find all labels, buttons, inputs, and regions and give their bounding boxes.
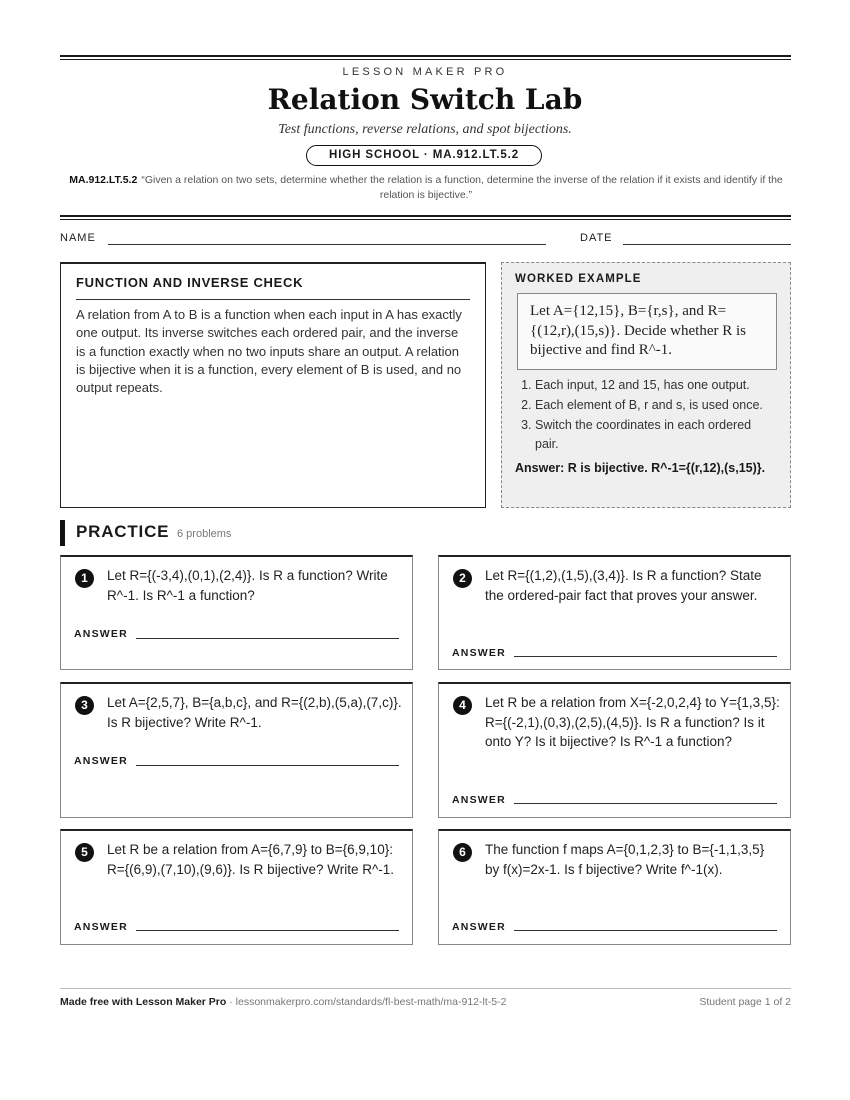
problem-text: Let A={2,5,7}, B={a,b,c}, and R={(2,b),(5,a),(7,c)}. Is R bijective? Write R^-1. — [107, 695, 402, 730]
problem-text: Let R be a relation from A={6,7,9} to B={6,9,10}: R={(6,9),(7,10),(9,6)}. Is R bijective? Write R^-1. — [107, 842, 395, 877]
standard-description — [66, 173, 786, 203]
answer-field[interactable] — [136, 930, 399, 931]
worked-step: 1. Each input, 12 and 15, has one output. — [535, 376, 777, 395]
worked-step: 3. Switch the coordinates in each ordered pair. — [535, 416, 777, 454]
problem-text: Let R={(1,2),(1,5),(3,4)}. Is R a function? State the ordered-pair fact that proves your answer. — [485, 568, 762, 603]
worked-example-answer: Answer: R is bijective. R^-1={(r,12),(s,15)}. — [515, 460, 766, 475]
problem-text: Let R be a relation from X={-2,0,2,4} to Y={1,3,5}: R={(-2,1),(0,3),(2,5),(4,5)}. Is R a function? Is it onto Y? Is it bijective? Is R^-1 a function? — [485, 695, 780, 749]
concept-divider — [76, 299, 470, 300]
page-subtitle: Test functions, reverse relations, and spot bijections. — [278, 122, 572, 137]
concept-heading: FUNCTION AND INVERSE CHECK — [76, 275, 304, 290]
date-label: DATE — [580, 232, 613, 244]
problem-card-3 — [60, 682, 413, 818]
footer-url[interactable]: · lessonmakerpro.com/standards/fl-best-math/ma-912-lt-5-2 — [226, 996, 507, 1008]
answer-label: ANSWER — [452, 647, 506, 659]
section-rule — [60, 215, 791, 217]
problem-number-badge: 3 — [75, 696, 94, 715]
brand-name: LESSON MAKER PRO — [342, 66, 508, 78]
header-rule — [60, 55, 791, 57]
problem-number-badge: 6 — [453, 843, 472, 862]
problem-number-badge: 5 — [75, 843, 94, 862]
practice-accent-bar — [60, 520, 65, 546]
problem-card-5 — [60, 829, 413, 945]
worked-example-box — [501, 262, 791, 508]
section-rule-thin — [60, 219, 791, 220]
worked-step: 2. Each element of B, r and s, is used once. — [535, 396, 777, 415]
concept-box — [60, 262, 486, 508]
answer-label: ANSWER — [74, 921, 128, 933]
standard-text: “Given a relation on two sets, determine whether the relation is a function, determine the inverse of the relation if it exists and identify if the relation is bijective.” — [141, 174, 783, 201]
answer-field[interactable] — [514, 656, 777, 657]
answer-label: ANSWER — [452, 794, 506, 806]
problem-number-badge: 1 — [75, 569, 94, 588]
problem-card-1 — [60, 555, 413, 670]
name-field[interactable] — [108, 244, 546, 245]
problem-card-4 — [438, 682, 791, 818]
worked-example-heading: WORKED EXAMPLE — [515, 273, 642, 285]
practice-heading: PRACTICE — [76, 522, 170, 541]
concept-body: A relation from A to B is a function when each input in A has exactly one output. Its inverse switches each ordered pair, and the inverse is a function exactly when no two inputs share an output. A relation is bijective when it is a function, every element of B is used, and no output repeats. — [76, 307, 462, 396]
problem-text: The function f maps A={0,1,2,3} to B={-1,1,3,5} by f(x)=2x-1. Is f bijective? Write f^-1(x). — [485, 842, 765, 877]
problem-number-badge: 4 — [453, 696, 472, 715]
answer-label: ANSWER — [452, 921, 506, 933]
name-label: NAME — [60, 232, 96, 244]
header-rule-thin — [60, 59, 791, 60]
problem-number-badge: 2 — [453, 569, 472, 588]
answer-label: ANSWER — [74, 755, 128, 767]
footer-credit — [60, 996, 506, 1008]
footer-made-with: Made free with Lesson Maker Pro — [60, 996, 227, 1008]
answer-field[interactable] — [136, 638, 399, 639]
page-title: Relation Switch Lab — [267, 83, 583, 116]
answer-field[interactable] — [136, 765, 399, 766]
date-field[interactable] — [623, 244, 791, 245]
footer-rule — [60, 988, 791, 989]
answer-field[interactable] — [514, 803, 777, 804]
practice-count: 6 problems — [177, 528, 232, 540]
problem-text: Let R={(-3,4),(0,1),(2,4)}. Is R a function? Write R^-1. Is R^-1 a function? — [107, 568, 388, 603]
worked-example-steps — [515, 376, 777, 454]
worked-example-problem: Let A={12,15}, B={r,s}, and R={(12,r),(15,s)}. Decide whether R is bijective and find R^-1. — [517, 293, 777, 370]
page-number: Student page 1 of 2 — [699, 996, 791, 1008]
answer-field[interactable] — [514, 930, 777, 931]
problem-card-6 — [438, 829, 791, 945]
problem-card-2 — [438, 555, 791, 670]
standard-code: MA.912.LT.5.2 — [69, 174, 138, 186]
answer-label: ANSWER — [74, 628, 128, 640]
grade-standard-badge: HIGH SCHOOL · MA.912.LT.5.2 — [306, 145, 542, 166]
